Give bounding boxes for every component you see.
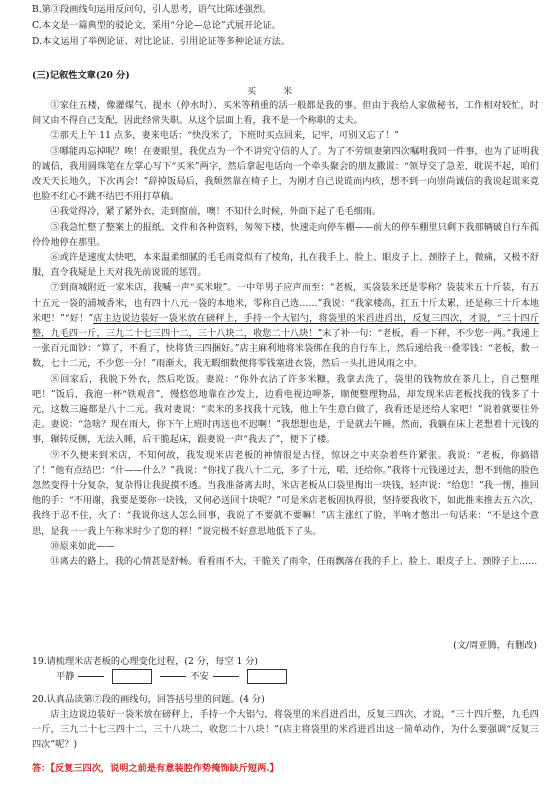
paragraph-11: ⑪离去的路上，我的心情甚是舒畅。看看雨不大，干脆关了雨伞，任雨飘落在我的手上、脸上、眼皮子上、颈脖子上……	[50, 556, 538, 568]
option-b: B.第③段画线句运用反问句，引人思考，语气比陈述强烈。	[32, 4, 272, 15]
section-heading: (三)记叙性文章(20 分)	[32, 70, 130, 81]
answer-blank-1[interactable]	[112, 669, 152, 684]
option-d: D.本文运用了举例论证、对比论证、引用论证等多种论证方法。	[32, 36, 291, 47]
answer-blank-2[interactable]	[247, 669, 287, 684]
article-source: (文/周亚腾，有删改)	[453, 640, 537, 651]
flow-start-label: 平静	[56, 671, 75, 682]
paragraph-8: ⑧回家后，我脱下外衣，然后吃饭。妻说：“你外衣沾了许多米糠，我拿去洗了，袋里的钱物放在茶几上，自己整理吧！”饭后，我泡一杯“铁观音”，慢悠悠地靠在沙发上，边看电视边呷茶，顺便整理物品，却发现米店老板找我的钱多了十元，这数三遍都是八十二元。我对妻说：“卖米的多找我十元钱，他上午生意白做了，我看还是还给人家吧！”说着就要往外走。妻说：“急啥？现在雨大，你下午上班时再送也不迟啊！”我想想也是，于是就去午睡，然而，我躺在床上老想着十元钱的事，辗转反侧，无法入睡，后干脆起床，跟妻说一声“我去了”，便下了楼。	[32, 373, 539, 446]
paragraph-2: ②那天上午 11 点多，妻来电话：“快没米了，下班时买点回来，记牢，可别又忘了！”	[50, 130, 399, 142]
paragraph-5: ⑤我急忙整了整案上的报纸、文件和各种资料，匆匆下楼，快速走向停车棚——前大的停车棚里只剩下我那辆破自行车孤伶伶地停在那里。	[32, 221, 539, 248]
answer-line	[32, 761, 279, 776]
paragraph-7-start: ⑦到商城附近一家米店，我喊一声“买米啦”。一中年男子应声而至：“老板，买袋装米还是零称？袋装米五十斤装，有五十五元一袋的浦城香米，也有四十八元一袋的本地米，零称自己选……”我说：“我家楼高，扛五十斤太累，还是称三十斤本地米吧！”“好！”	[32, 282, 539, 324]
paragraph-10: ⑩原来如此——	[50, 540, 115, 552]
paragraph-7	[32, 280, 539, 371]
paragraph-6: ⑥或许是速度太快吧，本来温柔细腻的毛毛雨竟似有了棱角，扎在我手上、脸上、眼皮子上、颈脖子上，微痛，又极不舒服，直令我疑是上天对我先前说谎的惩罚。	[32, 252, 539, 279]
paragraph-3: ③哪能再忘掉呢？唉！在妻眼里，我优点为一个不讲究守信的人了。为了不劳烦妻第四次嘱咐我同一件事，也为了证明我的诚信，我用圆珠笔在左掌心写下“买米”两字，然后拿起电话向一个牵头聚会的朋友撒谎：“领导交了急差，耽误不起，咱们改天天长地久，下次再会！”辞掉饭局后，我颓然靠在椅子上，为刚才自己说谎而内疚，想不到一向崇尚诚信的我说起谎来竟也脸不红心不跳不结巴不用打草稿。	[32, 145, 539, 203]
paragraph-1: ①家住五楼，像灌煤气、提水（停水时）、买米等稍重的活一般都是我的事。但由于我给人家做秘书，工作相对较忙，时间又由不得自己支配，因此经常失职。从这个层面上看，我不是一个称职的丈夫。	[32, 100, 539, 127]
question-19-prompt: 19.请梳理米店老板的心理变化过程，(2 分，每空 1 分)	[32, 656, 258, 667]
question-19-flow	[56, 669, 291, 684]
question-20-prompt: 20.认真品读第⑦段的画线句，回答括号里的问题。(4 分)	[32, 694, 265, 705]
answer-text: 【反复三四次，说明之前是有意装腔作势掩饰缺斤短两.】	[50, 763, 279, 774]
paragraph-9: ⑨不久便来到米店，不知何故，我发现米店老板的神情很是古怪，惊讶之中夹杂着些许紧张。我说：“老板，你搞错了！”他有点结巴：“什——什么？”我说：“你找了我八十二元，多了十元，喏，还给你。”我将十元钱递过去，想不到他的脸色忽然变得十分复杂，复杂得让我捉摸不透。当我准备离去时，米店老板从口袋里掏出一块钱，轻声说：“给您！”我一愣，推回他的手：“不用谢，我要是要你一块钱，又何必送回十块呢？”可是米店老板固执得很，坚持要我收下，如此推来推去五六次，我终于忍不住，火了：“我说你这人怎么回事，我说了不要就不要嘛！”店主涨红了脸，半响才憋出一句话来：“不是这个意思，是我一一我上午称米时少了您的秤！”说完极不好意思地低下了头。	[32, 449, 539, 537]
flow-arrow-line	[213, 676, 239, 677]
flow-middle-label: 不安	[190, 671, 209, 682]
flow-arrow-line	[78, 676, 104, 677]
article-body	[32, 98, 539, 569]
paragraph-7-end: 末了补一句：“老板，看一下秤，不少您一两。”我递上一张百元面钞：“算了，不看了，快将货三四捆好。”店主麻利地将米袋绑在我的自行车上，然后递给我一叠零钱：“老板，数一数，七十二元，不少您一分！”雨渐大，我无暇细数便将零钱塞进衣袋，然后一头扎进风雨之中。	[32, 328, 540, 370]
flow-arrow-line	[160, 676, 186, 677]
underlined-sentence: 店主边说边装好一袋米放在磅秤上，手持一个大铝勺，将袋里的米舀进舀出，反复三四次，才说，“三十四斤整，九毛四一斤，三九二十七三四十二，三十八块二，收您二十八块！”	[32, 312, 540, 340]
option-c: C.本文是一篇典型的驳论文，采用“分论—总论”式展开论证。	[32, 20, 281, 31]
paragraph-4: ④我觉得冷，紧了紧外衣，走到窗前，噢！不知什么时候，外面下起了毛毛细雨。	[50, 206, 382, 218]
question-20-text: 店主边说边装好一袋米放在磅秤上，手持一个大铝勺，将袋里的米舀进舀出，反复三四次，才说，“三十四斤整，九毛四一斤，三九二十七三四十二，三十八块二，收您二十八块！”(店主将袋里的米舀进舀出这一简单动作，为什么要强调“反复三四次”呢？)	[32, 709, 539, 751]
answer-label: 答：	[32, 763, 51, 774]
article-title: 买 米	[246, 86, 305, 97]
